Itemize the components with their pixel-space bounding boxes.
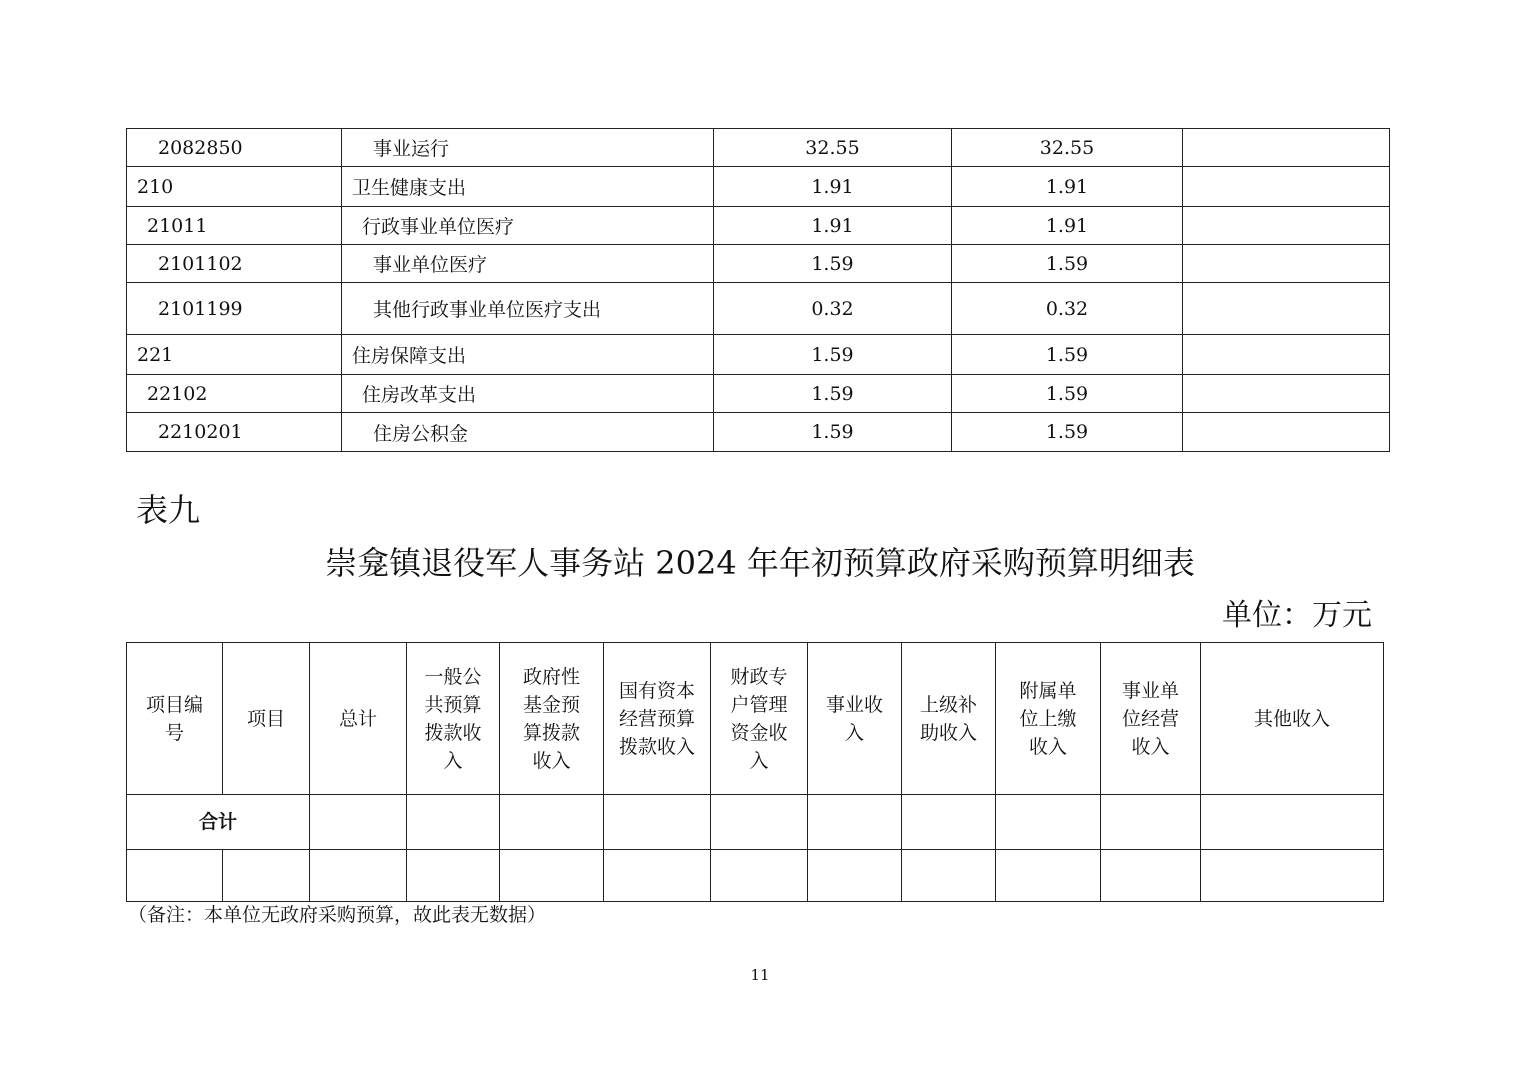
subject-name-cell: 事业运行 — [342, 129, 714, 167]
expenditure-row — [127, 129, 1390, 167]
procurement-header-row — [127, 643, 1384, 795]
subject-name-cell: 住房公积金 — [342, 413, 714, 452]
empty-cell — [808, 850, 902, 902]
subject-code-cell: 22102 — [127, 375, 342, 413]
unit-label: 单位：万元 — [1222, 598, 1372, 633]
expenditure-row — [127, 375, 1390, 413]
total-amount-cell: 1.59 — [714, 413, 952, 452]
expenditure-row — [127, 167, 1390, 207]
project-amount-cell — [1183, 335, 1390, 375]
total-cell — [500, 795, 604, 850]
subject-name-cell: 行政事业单位医疗 — [342, 207, 714, 245]
total-cell — [711, 795, 808, 850]
subject-name-cell: 住房改革支出 — [342, 375, 714, 413]
total-cell — [407, 795, 500, 850]
empty-cell — [604, 850, 711, 902]
footnote: （备注：本单位无政府采购预算，故此表无数据） — [128, 904, 547, 926]
project-amount-cell — [1183, 207, 1390, 245]
empty-cell — [1101, 850, 1201, 902]
header-cell: 总计 — [310, 643, 407, 795]
expenditure-row — [127, 207, 1390, 245]
subject-code-cell: 2101199 — [127, 283, 342, 335]
expenditure-table-body — [127, 129, 1390, 452]
expenditure-row — [127, 283, 1390, 335]
total-amount-cell: 1.91 — [714, 207, 952, 245]
basic-amount-cell: 1.59 — [952, 335, 1183, 375]
total-cell — [1101, 795, 1201, 850]
header-cell: 政府性 基金预 算拨款 收入 — [500, 643, 604, 795]
total-amount-cell: 1.59 — [714, 375, 952, 413]
expenditure-row — [127, 413, 1390, 452]
basic-amount-cell: 1.59 — [952, 375, 1183, 413]
expenditure-table — [126, 128, 1390, 452]
basic-amount-cell: 1.91 — [952, 207, 1183, 245]
empty-cell — [127, 850, 223, 902]
empty-cell — [407, 850, 500, 902]
subject-code-cell: 21011 — [127, 207, 342, 245]
subject-name-cell: 卫生健康支出 — [342, 167, 714, 207]
total-amount-cell: 1.59 — [714, 245, 952, 283]
project-amount-cell — [1183, 375, 1390, 413]
empty-cell — [711, 850, 808, 902]
total-cell — [808, 795, 902, 850]
basic-amount-cell: 1.91 — [952, 167, 1183, 207]
expenditure-row — [127, 245, 1390, 283]
subject-code-cell: 210 — [127, 167, 342, 207]
project-amount-cell — [1183, 129, 1390, 167]
page-number: 11 — [750, 966, 770, 984]
header-cell: 项目编 号 — [127, 643, 223, 795]
page-title: 崇龛镇退役军人事务站 2024 年年初预算政府采购预算明细表 — [325, 544, 1195, 582]
empty-cell — [1201, 850, 1384, 902]
total-label-cell — [127, 795, 310, 850]
header-cell: 其他收入 — [1201, 643, 1384, 795]
total-amount-cell: 0.32 — [714, 283, 952, 335]
subject-name-cell: 其他行政事业单位医疗支出 — [342, 283, 714, 335]
header-cell: 项目 — [223, 643, 310, 795]
basic-amount-cell: 0.32 — [952, 283, 1183, 335]
expenditure-row — [127, 335, 1390, 375]
basic-amount-cell: 32.55 — [952, 129, 1183, 167]
total-cell — [902, 795, 996, 850]
procurement-table — [126, 642, 1384, 902]
empty-cell — [996, 850, 1101, 902]
basic-amount-cell: 1.59 — [952, 413, 1183, 452]
empty-cell — [223, 850, 310, 902]
empty-cell — [500, 850, 604, 902]
table-label: 表九 — [136, 491, 201, 529]
total-label: 合计 — [198, 811, 237, 833]
subject-code-cell: 2082850 — [127, 129, 342, 167]
total-cell — [1201, 795, 1384, 850]
project-amount-cell — [1183, 167, 1390, 207]
procurement-empty-row — [127, 850, 1384, 902]
header-cell: 附属单 位上缴 收入 — [996, 643, 1101, 795]
header-cell: 事业收 入 — [808, 643, 902, 795]
empty-cell — [902, 850, 996, 902]
subject-code-cell: 2210201 — [127, 413, 342, 452]
header-cell: 上级补 助收入 — [902, 643, 996, 795]
header-cell: 财政专 户管理 资金收 入 — [711, 643, 808, 795]
total-amount-cell: 32.55 — [714, 129, 952, 167]
subject-name-cell: 住房保障支出 — [342, 335, 714, 375]
total-amount-cell: 1.59 — [714, 335, 952, 375]
basic-amount-cell: 1.59 — [952, 245, 1183, 283]
empty-cell — [310, 850, 407, 902]
total-cell — [996, 795, 1101, 850]
total-cell — [310, 795, 407, 850]
project-amount-cell — [1183, 283, 1390, 335]
total-cell — [604, 795, 711, 850]
subject-code-cell: 2101102 — [127, 245, 342, 283]
project-amount-cell — [1183, 245, 1390, 283]
project-amount-cell — [1183, 413, 1390, 452]
subject-code-cell: 221 — [127, 335, 342, 375]
header-cell: 国有资本 经营预算 拨款收入 — [604, 643, 711, 795]
subject-name-cell: 事业单位医疗 — [342, 245, 714, 283]
total-amount-cell: 1.91 — [714, 167, 952, 207]
procurement-total-row — [127, 795, 1384, 850]
header-cell: 事业单 位经营 收入 — [1101, 643, 1201, 795]
header-cell: 一般公 共预算 拨款收 入 — [407, 643, 500, 795]
